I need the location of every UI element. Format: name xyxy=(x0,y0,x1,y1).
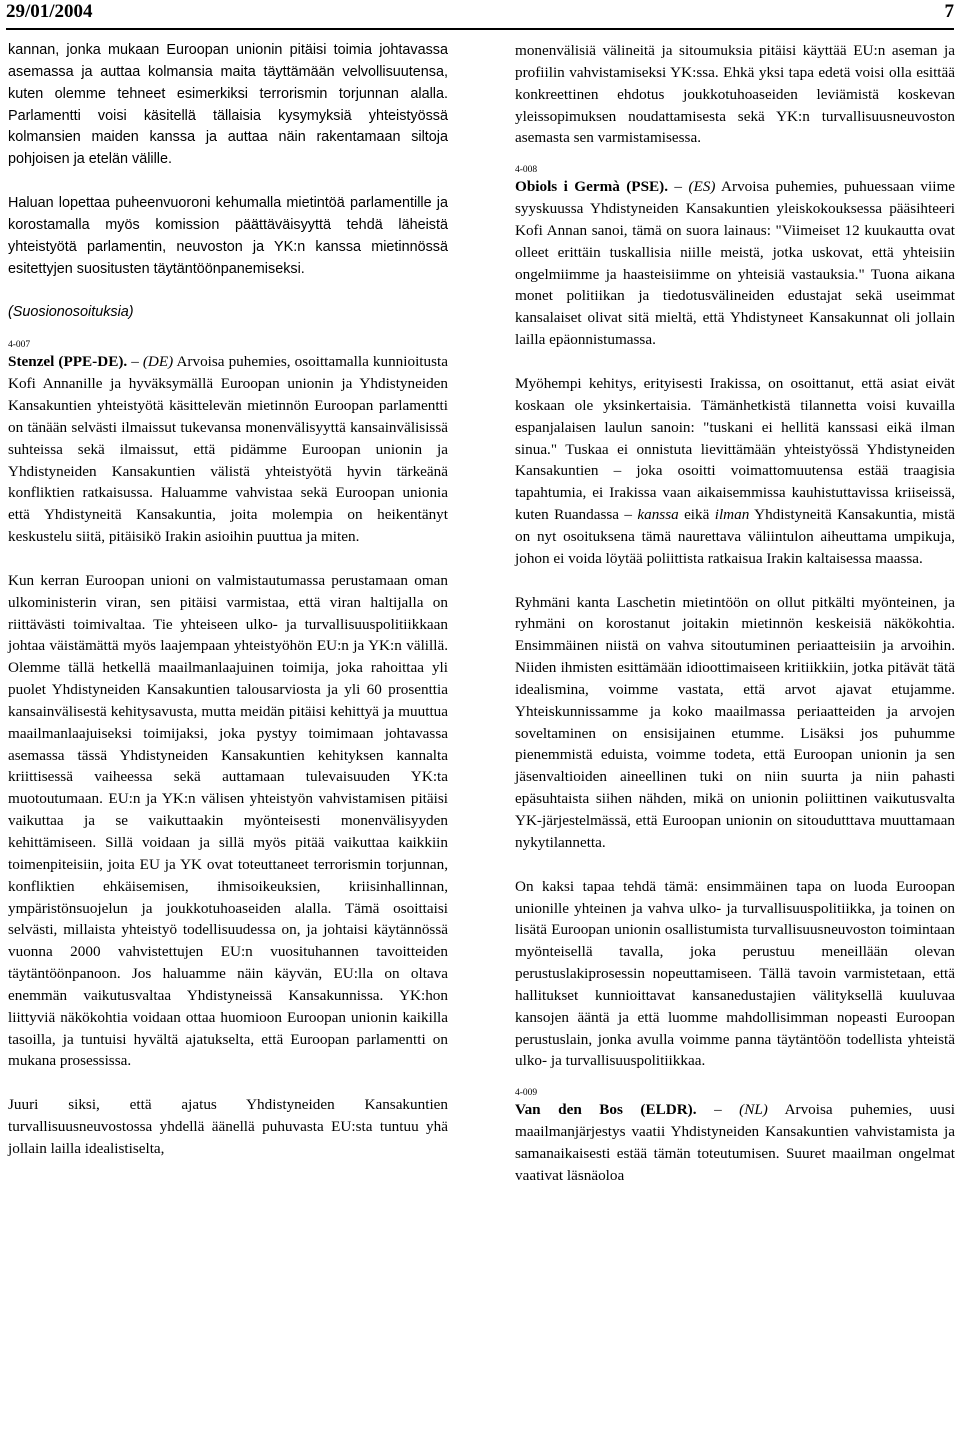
page-date: 29/01/2004 xyxy=(6,1,93,22)
paragraph: On kaksi tapaa tehdä tämä: ensimmäinen tapa on luoda Euroopan unionille yhteinen ja vahva ulko- ja turvallisuuspolitiikka, ja toinen on lisätä Euroopan unionin osallistumista turvallisuusneuvoston toimintaan myönteisellä tavalla, joka perustuu meneillään olevan perustuslakiprosessin nopeuttamiseen. Tällä tavoin varmistetaan, että hallitukset kunnioittavat kansanedustajien välityksellä kuuluvaa kansojen ääntä ja että luomme mahdollisimman nopeasti Euroopan perustuslain, jonka avulla voimme panna täytäntöön todellista yhteistä ulko- ja turvallisuuspolitiikkaa. xyxy=(515,877,955,1070)
speech-text: Arvoisa puhemies, puhuessaan viime syyskuussa Yhdistyneiden Kansakuntien yleiskokouksessa pääsihteeri Kofi Annan sanoi, tämä on suora lainaus: "Viimeiset 12 kuukautta ovat olleet erittäin tuskallisia niille meistä, jotka uskovat, että yhteisiin ongelmiimme ja haasteisiimme on yhteisiä vastauksia." Tuona aikana monet politiikan ja tiedotusvälineiden edustajat sekä useimmat kansalaiset olivat sitä mieltä, että Yhdistyneet Kansakunnat oli jollain lailla epäonnistumassa. xyxy=(515,178,956,349)
item-reference: 4-008 xyxy=(515,165,538,176)
speech-text: Arvoisa puhemies, osoittamalla kunnioitusta Kofi Annanille ja hyväksymällä Euroopan unionin ja Yhdistyneiden Kansakuntien yhteistyötä käsittelevän mietinnön Euroopan parlamentti on tänään selvästi ilmaissut tukevansa monenvälisyyttä kansainvälisissä suhteissa sekä ilmaissut, että pidämme Euroopan unionin ja Yhdistyneiden Kansakuntien välistä yhteistyötä hyvin tärkeänä konfliktien ratkaisussa. Haluamme vahvistaa sekä Euroopan unionia että Yhdistyneitä Kansakuntia, joita molempia on heikentänyt keskustelu siitä, pitäisikö Irakin asioihin puuttua ja miten. xyxy=(8,353,448,546)
emphasis: kanssa xyxy=(637,506,679,524)
paragraph: Haluan lopettaa puheenvuoroni kehumalla mietintöä parlamentille ja korostamalla myös komission päättäväisyyttä tehdä läheistä yhteistyötä parlamentin, neuvoston ja YK:n kanssa mietinnössä esitettyjen suositusten täytäntöönpanemiseksi. xyxy=(8,195,448,277)
speaker-language: (NL) xyxy=(739,1101,768,1119)
right-column xyxy=(515,40,955,1187)
speaker-language: (ES) xyxy=(688,178,716,196)
page-number: 7 xyxy=(944,1,954,22)
paragraph-text: eikä xyxy=(684,506,710,524)
paragraph: Juuri siksi, että ajatus Yhdistyneiden Kansakuntien turvallisuusneuvostossa yhdellä äänellä puhuvasta EU:sta tuntuu yhä jollain lailla idealistiselta, xyxy=(8,1096,448,1157)
speaker-name: Van den Bos (ELDR). xyxy=(515,1101,697,1119)
speech-text: Arvoisa puhemies, uusi maailmanjärjestys vaatii Yhdistyneiden Kansakuntien vahvistamista ja samanaikaisesti estää tämän toteutumisen. Suuret maailman ongelmat vaativat läsnäoloa xyxy=(515,1101,955,1184)
applause-note: (Suosionosoituksia) xyxy=(8,304,134,321)
item-reference: 4-007 xyxy=(8,340,31,351)
speaker-language: (DE) xyxy=(142,353,174,371)
speech-paragraph: Stenzel (PPE-DE). – (DE) Arvoisa puhemies, osoittamalla kunnioitusta Kofi Annanille ja hyväksymällä Euroopan unionin ja Yhdistyneiden Kansakuntien yhteistyötä käsittelevän mietinnön Euroopan parlamentti on tänään selvästi ilmaissut tukevansa monenvälisyyttä kansainvälisissä suhteissa sekä ilmaissut, että pidämme Euroopan unionin ja Yhdistyneiden Kansakuntien välistä yhteistyötä hyvin tärkeänä konfliktien ratkaisussa. Haluamme vahvistaa sekä Euroopan unionia että Yhdistyneitä Kansakuntia, joita molempia on heikentänyt keskustelu siitä, pitäisikö Irakin asioihin puuttua ja miten. xyxy=(8,353,448,546)
paragraph-text: Myöhempi kehitys, erityisesti Irakissa, on osoittanut, että asiat eivät koskaan ole yksinkertaisia. Tämänhetkistä tilannetta voisi kuvailla espanjalaisen laulun sanoin: "tuskani ei hellitä kanssasi eikä ilman sinua." Tuskaa ei onnistuta lievittämään yhteistyössä Yhdistyneiden Kansakuntien – joka osoitti voimattomuutensa estää traagisia tapahtumia, ei Irakissa vaan aikaisemmissa kauhistuttavissa kriiseissä, kuten Ruandassa – xyxy=(515,374,955,524)
left-column xyxy=(8,40,448,1160)
paragraph: Kun kerran Euroopan unioni on valmistautumassa perustamaan oman ulkoministerin viran, sen pitäisi varmistaa, että viran haltijalla on riittävästi toimivaltaa. Tie yhteiseen ulko- ja turvallisuuspolitiikkaan johtaa väistämättä myös laajempaan yhteistyöhön EU:n ja YK:n välillä. Olemme tällä hetkellä maailmanlaajuinen toimija, joka rahoittaa yli puolet Yhdistyneiden Kansakuntien talousarviosta ja yli 60 prosenttia kansainvälisestä kehitysavusta, mutta meidän pitäisi kehittyä ja muuttua maailmanlaajuiseksi toimijaksi, joka pystyy toimimaan johtavassa asemassa tässä Yhdistyneiden Kansakuntien kehityksen kannalta kriittisessä vaiheessa sekä auttamaan tulevaisuuden YK:ta muotoutumaan. EU:n ja YK:n välisen yhteistyön vahvistamisen pitäisi vaikuttaa ja se vaikuttaakin myönteisesti monenvälisyyden kehittämiseen. Sillä voidaan ja sillä myös pitää vaikuttaa kaikkiin toimenpiteisiin, joita EU ja YK ovat toteuttaneet terrorismin torjunnan, konfliktien ehkäisemisen, ihmisoikeuksien, kriisinhallinnan, ympäristönsuojelun ja joukkotuhoaseiden alalla. Tämä osoittaisi selvästi, millaista yhteistyö todellisuudessa on, ja johtaisi käytännössä vuonna 2000 vahvistettujen EU:n vuosituhannen tavoitteiden täytäntöönpanoon. Jos haluamme näin käyvän, EU:lla on oltava enemmän vaikutusvaltaa Yhdistyneissä Kansakunnissa. YK:hon liittyviä näkökohtia voidaan ottaa huomioon Euroopan unionin kaikilla tasoilla, ja tuntuisi hyvältä ajatukselta, että Euroopan parlamentti on mukana prosessissa. xyxy=(8,571,448,1070)
paragraph: monenvälisiä välineitä ja sitoumuksia pitäisi käyttää EU:n aseman ja profiilin vahvistamiseksi YK:ssa. Ehkä yksi tapa edetä voisi olla esittää konkreettinen ehdotus joukkotuhoaseiden leviämistä koskevan yleissopimuksen noudattamisesta sekä YK:n turvallisuusneuvoston asemasta sen varmistamisessa. xyxy=(515,42,955,147)
page-header xyxy=(6,0,954,30)
paragraph: kannan, jonka mukaan Euroopan unionin pitäisi toimia johtavassa asemassa ja auttaa kolmansia maita täyttämään velvollisuutensa, kuten olemme tehneet esimerkiksi terrorismin torjunnan alalla. Parlamentti voisi käsitellä tällaisia kysymyksiä yhteistyössä kolmansien maiden kanssa ja auttaa näin rakentamaan siltoja pohjoisen ja etelän välille. xyxy=(8,42,448,168)
speaker-name: Obiols i Germà (PSE). xyxy=(515,178,668,196)
emphasis: ilman xyxy=(714,506,750,524)
paragraph: Ryhmäni kanta Laschetin mietintöön on ollut pitkälti myönteinen, ja ryhmäni on korostanut joitakin mietinnön keskeisiä näkökohtia. Ensimmäinen niistä on vahva sitoutuminen periaatteisiin ja arvoihin. Niiden ihmisten esittämään idioottimaiseen kritiikkiin, jotka pitävät tätä idealismina, voimme vastata, että arvot ajavat etujamme. Yhteiskunnissamme ja koko maailmassa periaatteiden ja arvojen soveltaminen on ensisijainen etumme. Lisäksi jos puhumme pienemmistä eduista, voimme todeta, että Euroopan unionin ja sen jäsenvaltioiden aineellinen tuki on niin suurta ja niin pahasti epäsuhtaista siihen nähden, mikä on unionin poliittinen vaikutusvalta YK-järjestelmässä, että Euroopan unionin on sitoudutttava muuttamaan nykytilannetta. xyxy=(515,593,955,851)
speech-paragraph: Obiols i Germà (PSE). – (ES) Arvoisa puhemies, puhuessaan viime syyskuussa Yhdistyneiden Kansakuntien yleiskokouksessa pääsihteeri Kofi Annan sanoi, tämä on suora lainaus: "Viimeiset 12 kuukautta ovat olleet erittäin tuskallisia niille meistä, jotka uskovat, että yhteisiin ongelmiimme ja haasteisiimme on yhteisiä vastauksia." Tuona aikana monet politiikan ja tiedotusvälineiden edustajat sekä useimmat kansalaiset olivat sitä mieltä, että Yhdistyneet Kansakunnat oli jollain lailla epäonnistumassa. xyxy=(515,178,956,349)
paragraph xyxy=(515,373,955,570)
speaker-name: Stenzel (PPE-DE). xyxy=(8,353,128,371)
item-reference: 4-009 xyxy=(515,1088,538,1099)
speech-paragraph: Van den Bos (ELDR). – (NL) Arvoisa puhemies, uusi maailmanjärjestys vaatii Yhdistyneiden Kansakuntien vahvistamista ja samanaikaisesti estää tämän toteutumisen. Suuret maailman ongelmat vaativat läsnäoloa xyxy=(515,1101,955,1184)
paragraph-text: Yhdistyneitä Kansakuntia, mistä on nyt osoituksena tämä naurettava väliintulon aiheuttama umpikuja, johon ei voida löytää poliittista ratkaisua Irakin kaltaisessa maassa. xyxy=(515,506,956,567)
